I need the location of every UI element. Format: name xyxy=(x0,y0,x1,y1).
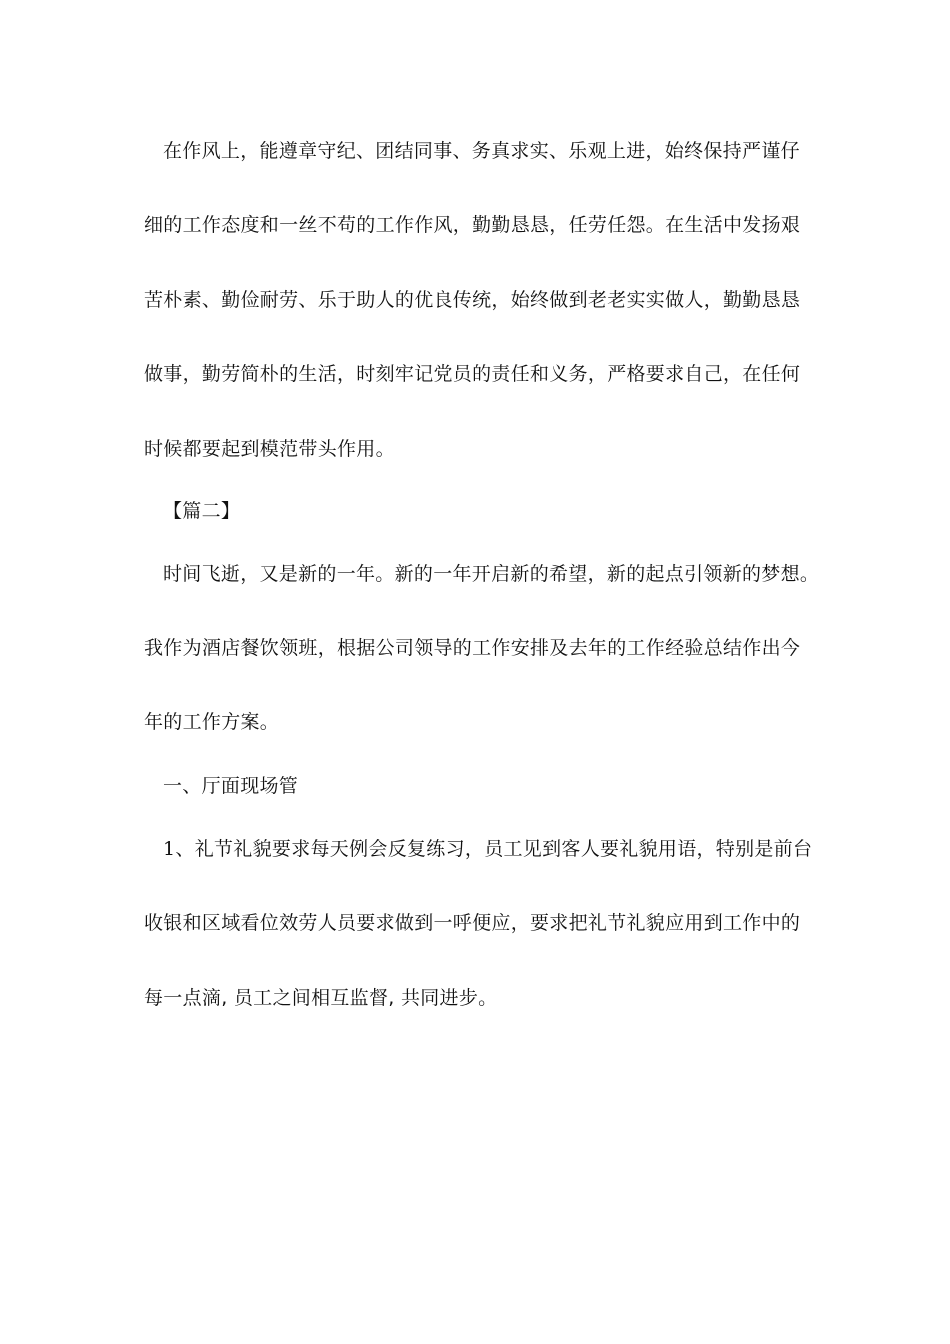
paragraph-line: 我作为酒店餐饮领班，根据公司领导的工作安排及去年的工作经验总结作出今 xyxy=(144,637,801,659)
section-heading: 【篇二】 xyxy=(163,500,241,522)
paragraph-line: 细的工作态度和一丝不苟的工作作风，勤勤恳恳，任劳任怨。在生活中发扬艰 xyxy=(144,214,801,236)
paragraph-line: 时间飞逝，又是新的一年。新的一年开启新的希望，新的起点引领新的梦想。 xyxy=(163,563,820,585)
item-number: 1 xyxy=(163,838,176,860)
paragraph-line: 年的工作方案。 xyxy=(144,711,280,733)
subheading: 一、厅面现场管 xyxy=(163,775,299,797)
list-item-line xyxy=(163,836,843,862)
list-item-line: 收银和区域看位效劳人员要求做到一呼便应，要求把礼节礼貌应用到工作中的 xyxy=(144,912,801,934)
paragraph-line: 时候都要起到模范带头作用。 xyxy=(144,438,395,460)
paragraph-line: 做事，勤劳简朴的生活，时刻牢记党员的责任和义务，严格要求自己，在任何 xyxy=(144,363,801,385)
item-text: 、礼节礼貌要求每天例会反复练习，员工见到客人要礼貌用语，特别是前台 xyxy=(175,838,813,860)
paragraph-line: 在作风上，能遵章守纪、团结同事、务真求实、乐观上进，始终保持严谨仔 xyxy=(163,140,800,162)
list-item-line: 每一点滴, 员工之间相互监督, 共同进步。 xyxy=(144,987,498,1009)
paragraph-line: 苦朴素、勤俭耐劳、乐于助人的优良传统，始终做到老老实实做人，勤勤恳恳 xyxy=(144,289,801,311)
